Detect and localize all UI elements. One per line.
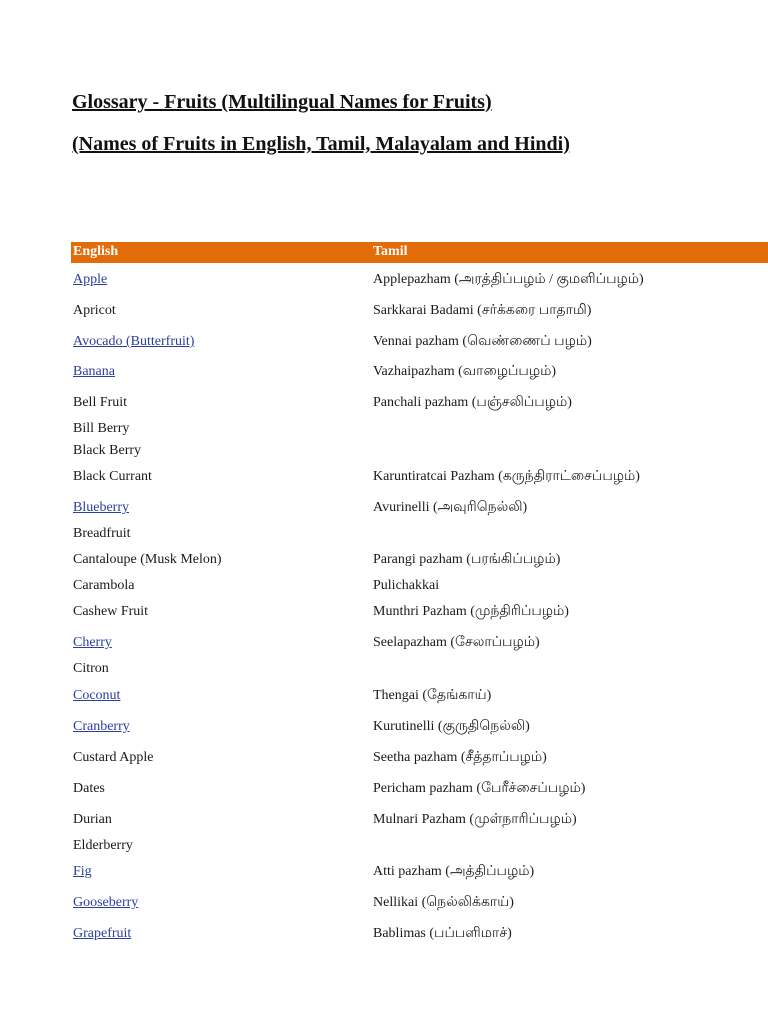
fruit-english-link[interactable]: Cherry xyxy=(73,635,112,650)
fruit-tamil-name: Karuntiratcai Pazham (கருந்திராட்சைப்பழம்) xyxy=(373,469,640,484)
fruit-english-name: Elderberry xyxy=(73,838,133,853)
table-row xyxy=(0,421,768,443)
table-row xyxy=(0,578,768,600)
fruit-tamil-name: Vazhaipazham (வாழைப்பழம்) xyxy=(373,364,557,379)
fruit-tamil-name: Avurinelli (அவுரிநெல்லி) xyxy=(373,500,528,515)
fruit-tamil-name: Pulichakkai xyxy=(373,578,440,593)
table-row xyxy=(0,552,768,574)
fruit-english-link[interactable]: Coconut xyxy=(73,688,121,703)
table-row xyxy=(0,812,768,834)
fruit-tamil-name: Pericham pazham (பேரீச்சைப்பழம்) xyxy=(373,781,586,796)
fruit-tamil-name: Seelapazham (சேலாப்பழம்) xyxy=(373,635,540,650)
fruit-tamil-name: Nellikai (நெல்லிக்காய்) xyxy=(373,895,514,910)
document-subtitle: (Names of Fruits in English, Tamil, Malayalam and Hindi) xyxy=(72,133,570,155)
table-row xyxy=(0,635,768,657)
fruit-english-link[interactable]: Cranberry xyxy=(73,719,130,734)
table-row xyxy=(0,661,768,683)
fruit-english-name: Cantaloupe (Musk Melon) xyxy=(73,552,222,567)
fruit-english-name: Citron xyxy=(73,661,109,676)
fruit-english-link[interactable]: Apple xyxy=(73,272,108,287)
fruit-english-link[interactable]: Fig xyxy=(73,864,92,879)
table-row xyxy=(0,500,768,522)
fruit-tamil-name: Panchali pazham (பஞ்சலிப்பழம்) xyxy=(373,395,572,410)
table-row xyxy=(0,272,768,294)
table-row xyxy=(0,604,768,626)
fruit-tamil-name: Munthri Pazham (முந்திரிப்பழம்) xyxy=(373,604,569,619)
table-header xyxy=(71,242,768,263)
fruit-english-link[interactable]: Avocado (Butterfruit) xyxy=(73,334,195,349)
fruit-english-name: Durian xyxy=(73,812,112,827)
fruit-english-link[interactable]: Grapefruit xyxy=(73,926,132,941)
table-row xyxy=(0,688,768,710)
document-title: Glossary - Fruits (Multilingual Names for Fruits) xyxy=(72,91,492,113)
table-row xyxy=(0,364,768,386)
fruit-english-name: Cashew Fruit xyxy=(73,604,149,619)
fruit-tamil-name: Kurutinelli (குருதிநெல்லி) xyxy=(373,719,530,734)
table-row xyxy=(0,895,768,917)
fruit-english-name: Custard Apple xyxy=(73,750,154,765)
table-row xyxy=(0,303,768,325)
fruit-tamil-name: Thengai (தேங்காய்) xyxy=(373,688,492,703)
table-row xyxy=(0,443,768,465)
table-row xyxy=(0,719,768,741)
table-row xyxy=(0,334,768,356)
fruit-english-name: Carambola xyxy=(73,578,135,593)
table-row xyxy=(0,469,768,491)
fruit-tamil-name: Sarkkarai Badami (சர்க்கரை பாதாமி) xyxy=(373,303,592,318)
fruit-tamil-name: Seetha pazham (சீத்தாப்பழம்) xyxy=(373,750,547,765)
fruit-tamil-name: Atti pazham (அத்திப்பழம்) xyxy=(373,864,535,879)
header-tamil: Tamil xyxy=(373,244,408,259)
header-english: English xyxy=(73,244,119,259)
table-row xyxy=(0,526,768,548)
fruit-english-name: Breadfruit xyxy=(73,526,131,541)
table-row xyxy=(0,395,768,417)
table-row xyxy=(0,864,768,886)
fruit-english-link[interactable]: Gooseberry xyxy=(73,895,139,910)
fruit-english-name: Black Berry xyxy=(73,443,142,458)
fruit-tamil-name: Vennai pazham (வெண்ணைப் பழம்) xyxy=(373,334,592,349)
table-row xyxy=(0,838,768,860)
fruit-tamil-name: Mulnari Pazham (முள்நாரிப்பழம்) xyxy=(373,812,577,827)
fruit-english-link[interactable]: Blueberry xyxy=(73,500,129,515)
fruit-tamil-name: Bablimas (பப்பளிமாச்) xyxy=(373,926,512,941)
fruit-tamil-name: Applepazham (அரத்திப்பழம் / குமளிப்பழம்) xyxy=(373,272,644,287)
fruit-english-name: Black Currant xyxy=(73,469,152,484)
fruit-english-name: Dates xyxy=(73,781,105,796)
fruit-tamil-name: Parangi pazham (பரங்கிப்பழம்) xyxy=(373,552,561,567)
table-row xyxy=(0,926,768,948)
fruit-english-link[interactable]: Banana xyxy=(73,364,115,379)
fruit-english-name: Bell Fruit xyxy=(73,395,128,410)
fruit-english-name: Bill Berry xyxy=(73,421,130,436)
table-row xyxy=(0,750,768,772)
fruit-english-name: Apricot xyxy=(73,303,116,318)
table-row xyxy=(0,781,768,803)
